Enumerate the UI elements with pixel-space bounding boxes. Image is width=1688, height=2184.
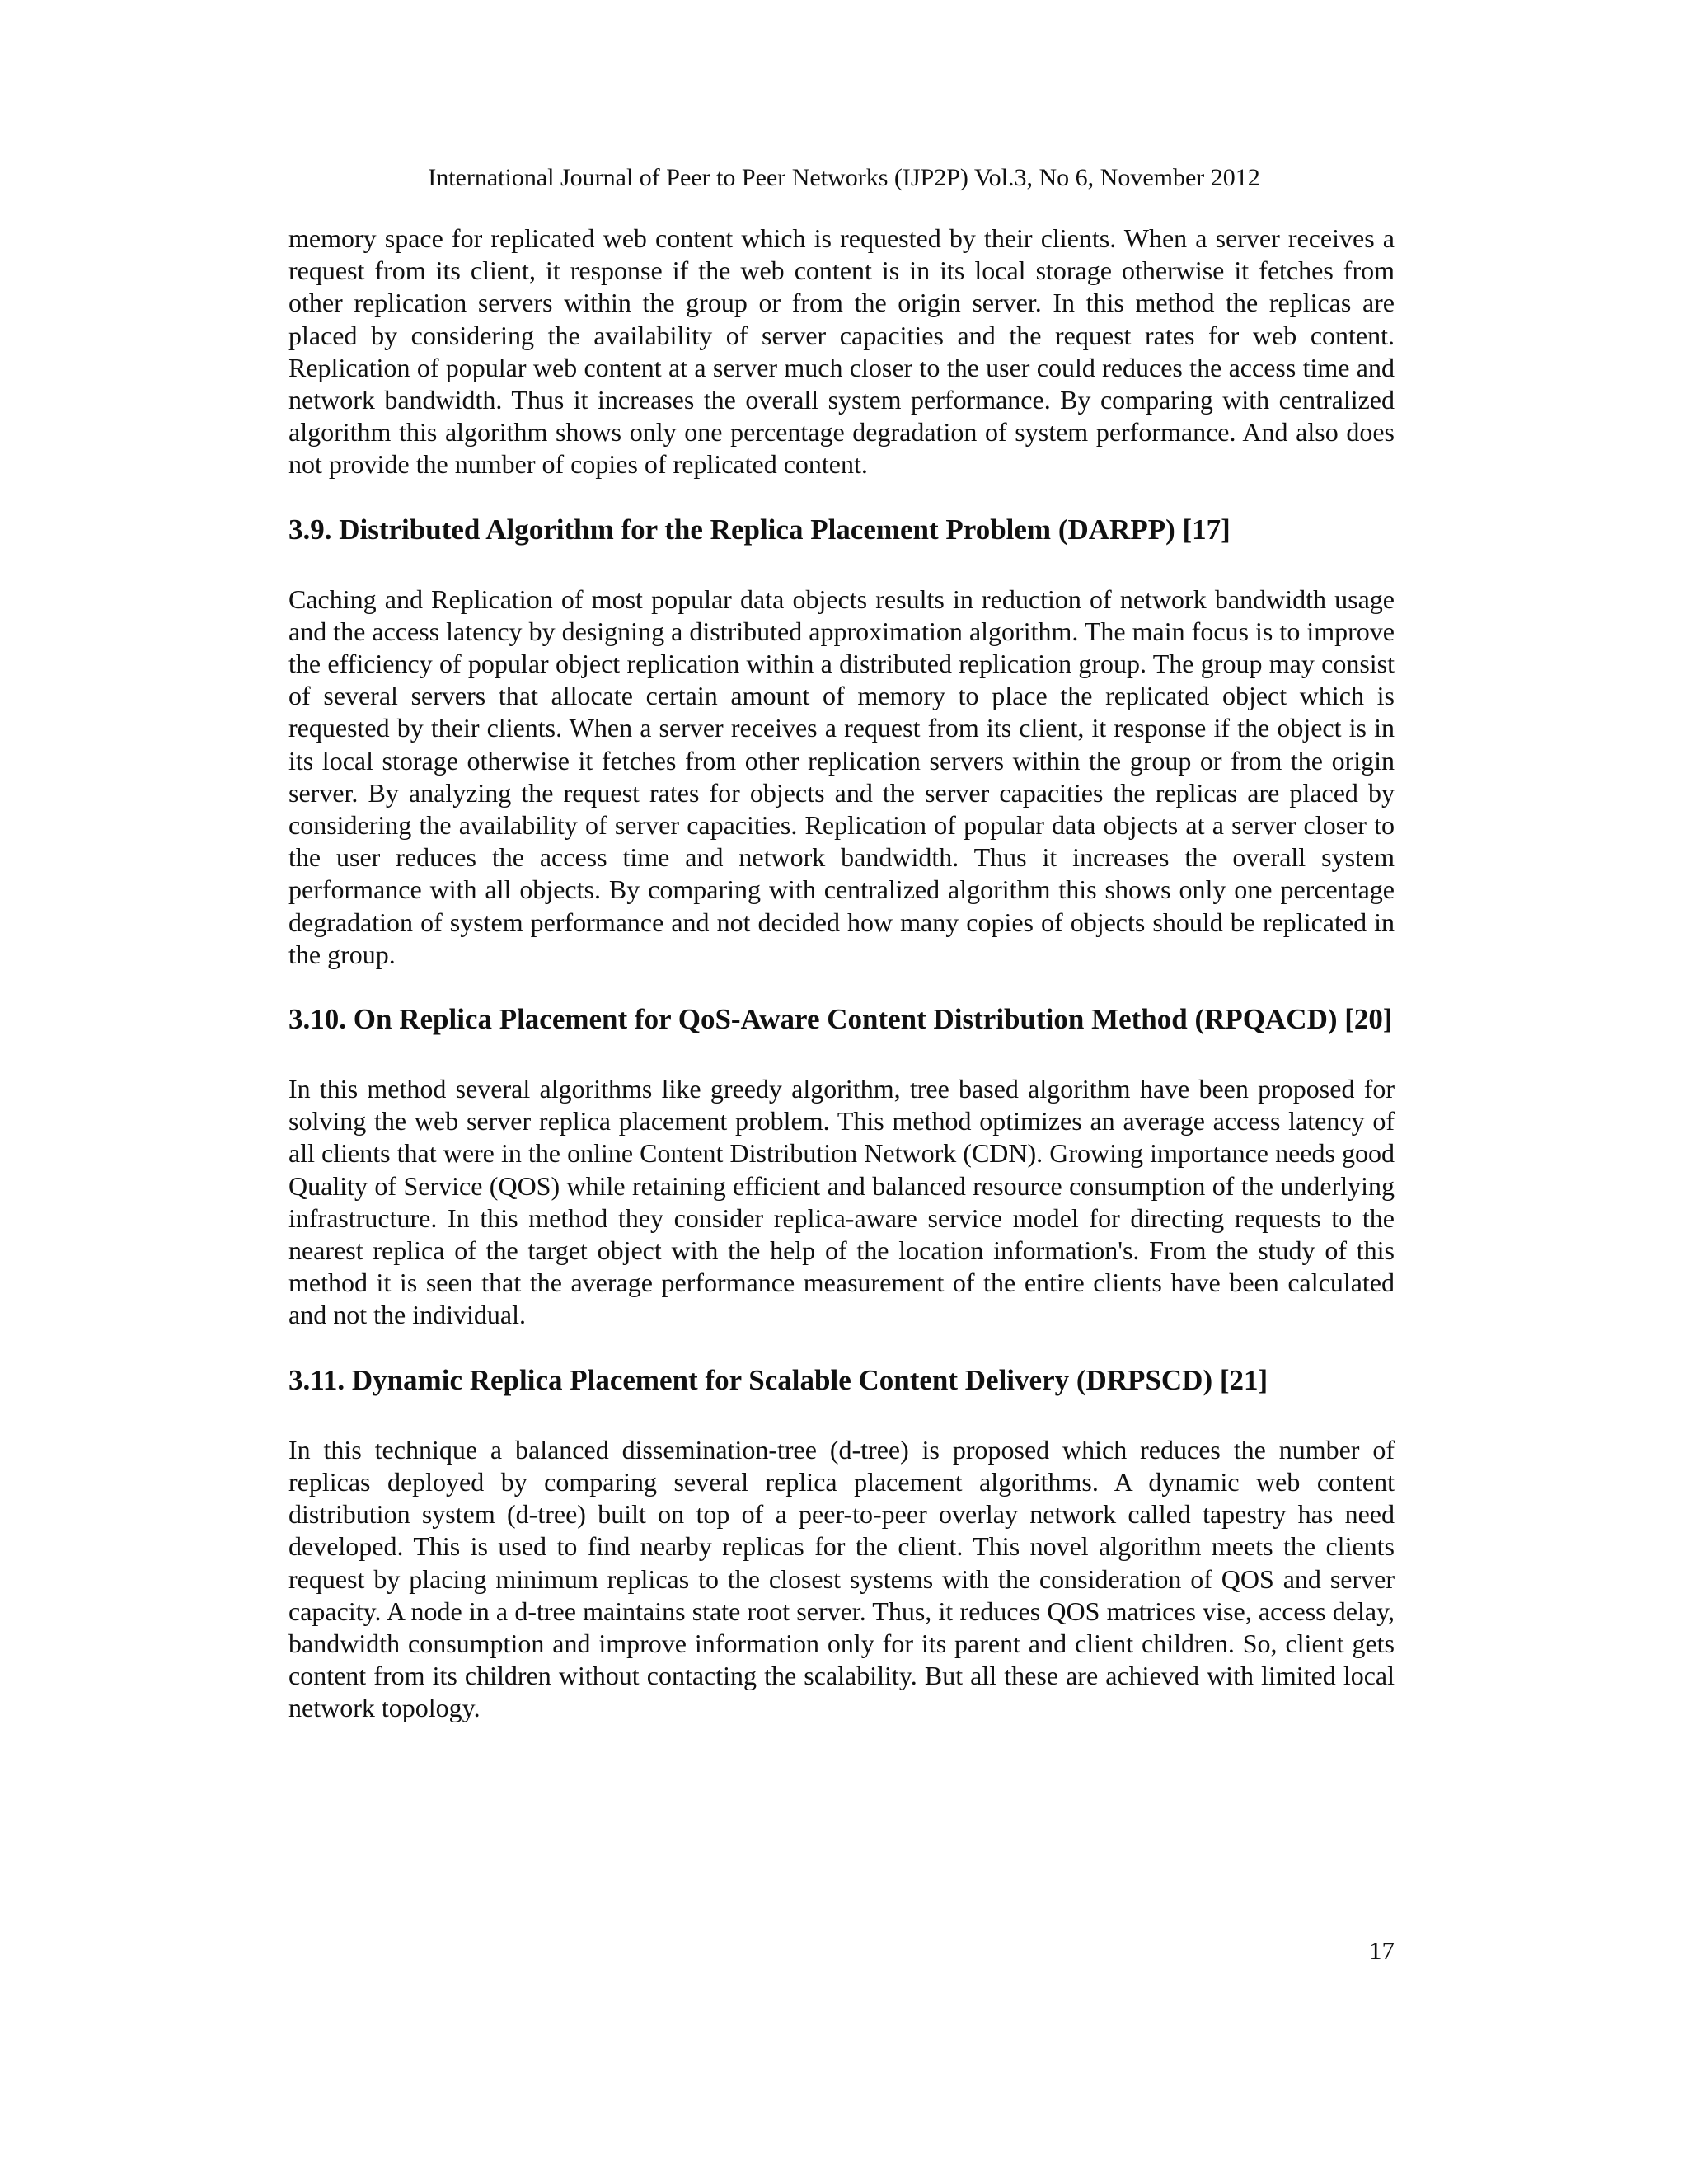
section-3-10-heading: 3.10. On Replica Placement for QoS-Aware Content Distribution Method (RPQACD) [20] <box>288 1003 1393 1036</box>
page-number: 17 <box>1369 1936 1395 1965</box>
page-body <box>288 223 1395 1725</box>
spacer <box>288 971 1395 1002</box>
section-3-10-paragraph: In this method several algorithms like greedy algorithm, tree based algorithm have been proposed for solving the web server replica placement problem. This method optimizes an average access latency of all clients that were in the online Content Distribution Network (CDN). Growing importance needs good Quality of Service (QOS) while retaining efficient and balanced resource consumption of the underlying infrastructure. In this method they consider replica-aware service model for directing requests to the nearest replica of the target object with the help of the location information's. From the study of this method it is seen that the average performance measurement of the entire clients have been calculated and not the individual. <box>288 1074 1395 1330</box>
spacer <box>288 547 1395 583</box>
section-3-11-heading: 3.11. Dynamic Replica Placement for Scalable Content Delivery (DRPSCD) [21] <box>288 1363 1268 1396</box>
running-header: International Journal of Peer to Peer Networks (IJP2P) Vol.3, No 6, November 2012 <box>428 164 1260 191</box>
spacer <box>288 1332 1395 1363</box>
spacer <box>288 481 1395 513</box>
section-3-9-paragraph: Caching and Replication of most popular data objects results in reduction of network bandwidth usage and the access latency by designing a distributed approximation algorithm. The main focus is to improve the efficiency of popular object replication within a distributed replication group. The group may consist of several servers that allocate certain amount of memory to place the replicated object which is requested by their clients. When a server receives a request from its client, it response if the object is in its local storage otherwise it fetches from other replication servers within the group or from the origin server. By analyzing the request rates for objects and the server capacities the replicas are placed by considering the availability of server capacities. Replication of popular data objects at a server closer to the user reduces the access time and network bandwidth. Thus it increases the overall system performance with all objects. By comparing with centralized algorithm this shows only one percentage degradation of system performance and not decided how many copies of objects should be replicated in the group. <box>288 583 1395 969</box>
section-3-9-heading: 3.9. Distributed Algorithm for the Replica Placement Problem (DARPP) [17] <box>288 513 1231 546</box>
intro-paragraph: memory space for replicated web content which is requested by their clients. When a server receives a request from its client, it response if the web content is in its local storage otherwise it fetches from other replication servers within the group or from the origin server. In this method the replicas are placed by considering the availability of server capacities and the request rates for web content. Replication of popular web content at a server much closer to the user could reduces the access time and network bandwidth. Thus it increases the overall system performance. By comparing with centralized algorithm this algorithm shows only one percentage degradation of system performance. And also does not provide the number of copies of replicated content. <box>288 223 1395 480</box>
spacer <box>288 1037 1395 1073</box>
spacer <box>288 1398 1395 1434</box>
section-3-11-paragraph: In this technique a balanced dissemination-tree (d-tree) is proposed which reduces the number of replicas deployed by comparing several replica placement algorithms. A dynamic web content distribution system (d-tree) built on top of a peer-to-peer overlay network called tapestry has need developed. This is used to find nearby replicas for the client. This novel algorithm meets the clients request by placing minimum replicas to the closest systems with the consideration of QOS and server capacity. A node in a d-tree maintains state root server. Thus, it reduces QOS matrices vise, access delay, bandwidth consumption and improve information only for its parent and client children. So, client gets content from its children without contacting the scalability. But all these are achieved with limited local network topology. <box>288 1434 1395 1723</box>
